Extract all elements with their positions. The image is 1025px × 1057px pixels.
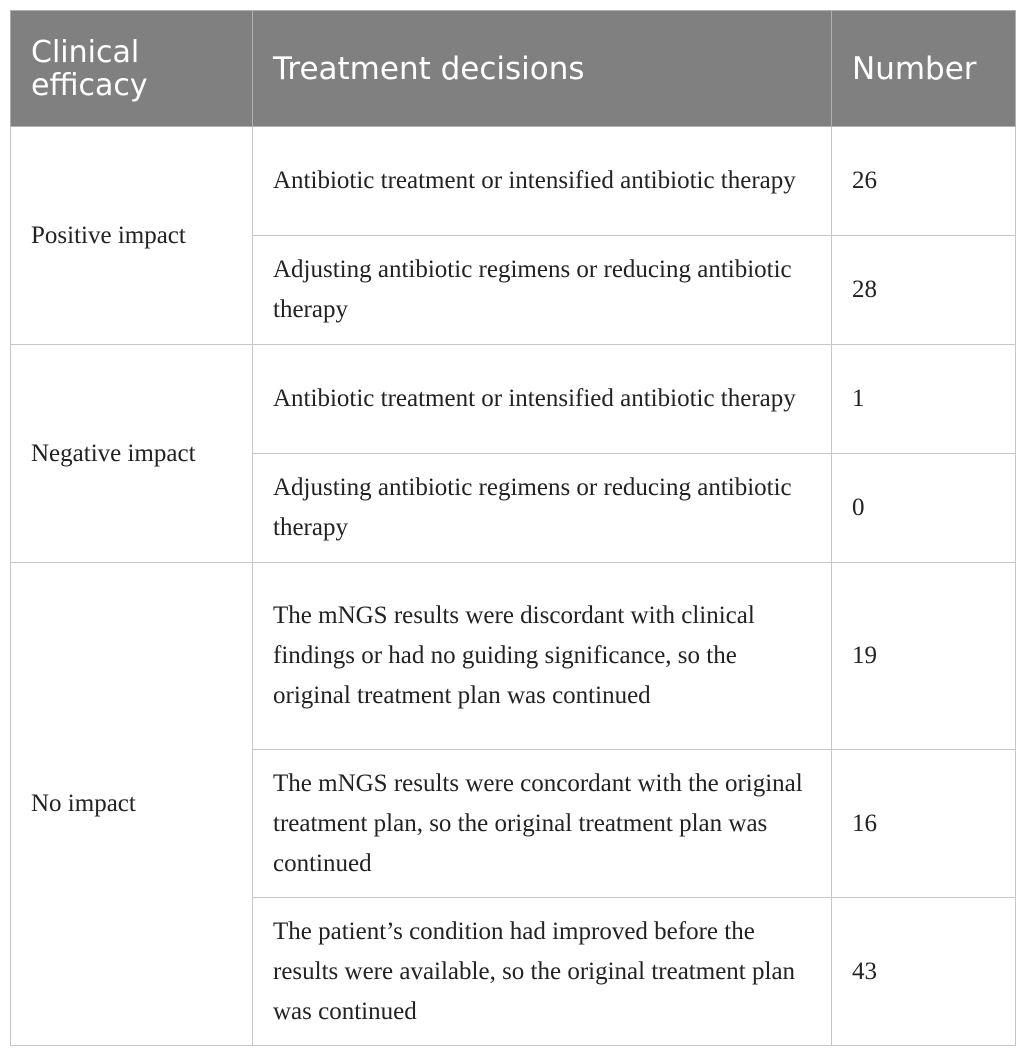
number-cell: 0 — [832, 454, 1016, 563]
number-cell: 16 — [832, 750, 1016, 898]
number-cell: 43 — [832, 898, 1016, 1046]
decision-cell: Antibiotic treatment or intensified antibiotic therapy — [253, 127, 832, 236]
number-cell: 19 — [832, 563, 1016, 750]
number-cell: 26 — [832, 127, 1016, 236]
table-row — [11, 563, 1016, 750]
header-treatment-decisions: Treatment decisions — [253, 11, 832, 127]
group-label-negative-impact: Negative impact — [11, 345, 253, 563]
table-row — [11, 127, 1016, 236]
decision-cell: Antibiotic treatment or intensified antibiotic therapy — [253, 345, 832, 454]
table-row — [11, 345, 1016, 454]
group-label-positive-impact: Positive impact — [11, 127, 253, 345]
number-cell: 28 — [832, 236, 1016, 345]
header-number: Number — [832, 11, 1016, 127]
group-label-no-impact: No impact — [11, 563, 253, 1046]
decision-cell: The mNGS results were concordant with the original treatment plan, so the original treatment plan was continued — [253, 750, 832, 898]
decision-cell: The patient’s condition had improved before the results were available, so the original treatment plan was continued — [253, 898, 832, 1046]
decision-cell: Adjusting antibiotic regimens or reducing antibiotic therapy — [253, 454, 832, 563]
decision-cell: The mNGS results were discordant with clinical findings or had no guiding significance, so the original treatment plan was continued — [253, 563, 832, 750]
header-row — [11, 11, 1016, 127]
header-clinical-efficacy: Clinical efficacy — [11, 11, 253, 127]
number-cell: 1 — [832, 345, 1016, 454]
decision-cell: Adjusting antibiotic regimens or reducing antibiotic therapy — [253, 236, 832, 345]
clinical-efficacy-table — [10, 10, 1016, 1046]
